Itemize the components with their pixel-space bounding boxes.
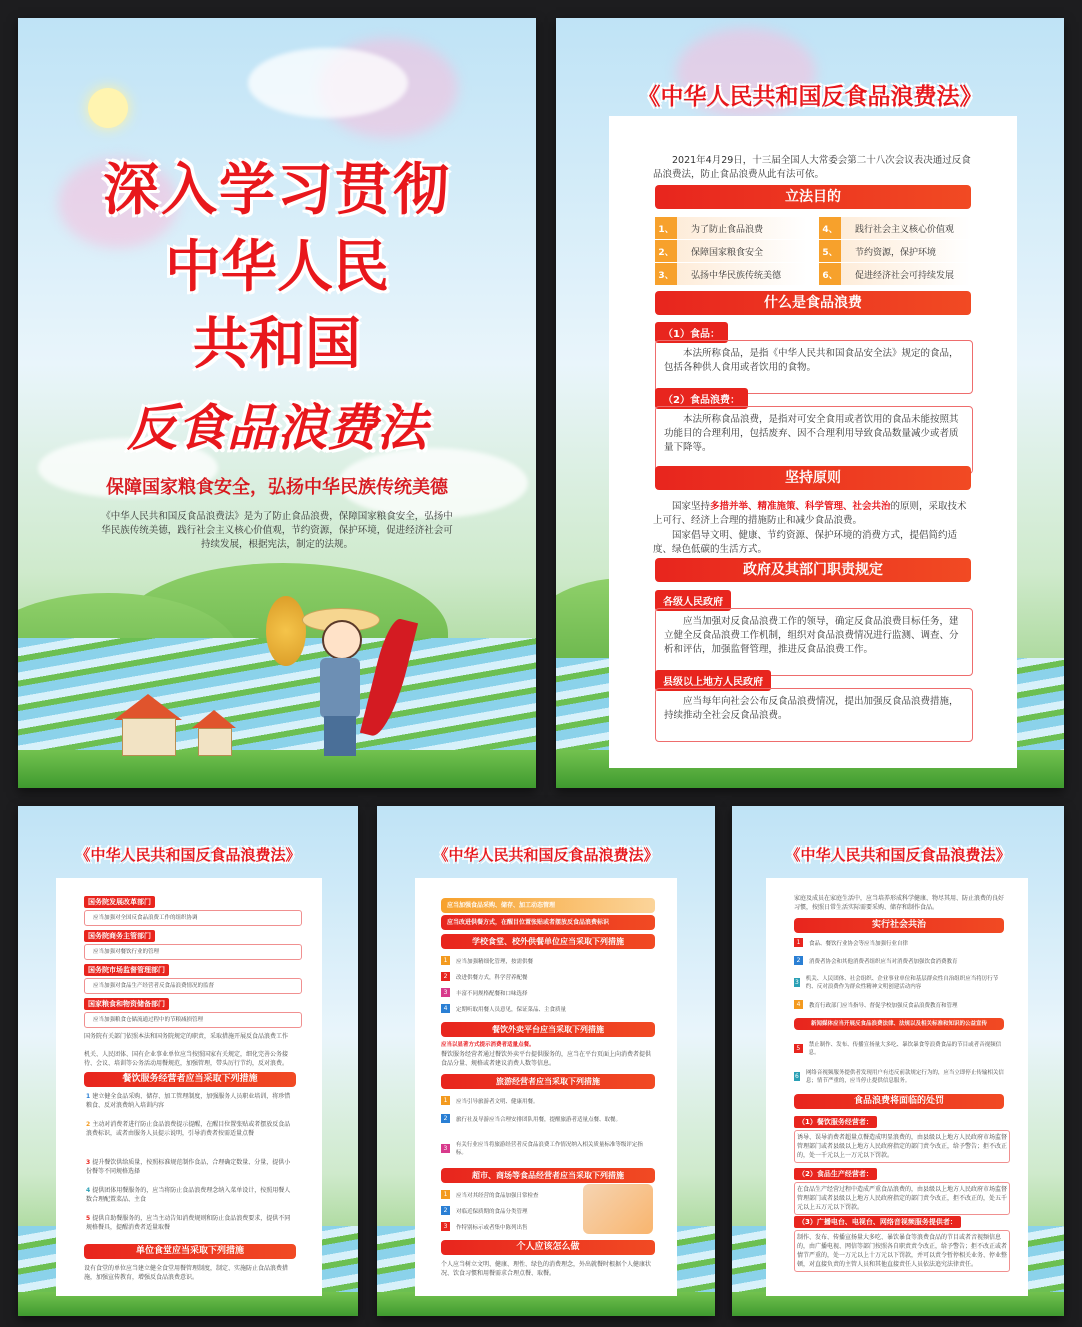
school-item: 4 定期听取用餐人员意见，保证菜品、主食质量: [441, 1004, 566, 1013]
penalty-text: 制作、发布、传播宣扬量大多吃、暴饮暴食等浪费食品的节目或者音视频信息的，由广播电视、网信等部门按照各自职责责令改正，给予警告；拒不改正或者情节严重的，处一万元以上十万元以下罚款，并可以责令暂停相关业务、停业整顿，对直接负责的主管人员和其他直接责任人员依法追究法律责任。: [794, 1230, 1010, 1272]
goal-item: 3、 弘扬中华民族传统美德: [655, 263, 807, 285]
dept-note-2: 机关、人民团体、国有企业事业单位应当按照国家有关规定，细化完善公务接待、会议、培训等公务活动用餐规范，加强管理，带头厉行节约，反对浪费。: [84, 1051, 289, 1067]
dept-label: 国务院商务主管部门: [84, 930, 155, 942]
co-gov-item: 4 教育行政部门应当指导、督促学校加强反食品浪费教育和管理: [794, 1000, 1004, 1009]
school-item: 1 应当加强精细化管理，按需供餐: [441, 956, 533, 965]
grass: [18, 750, 536, 788]
delivery-note: 餐饮服务经营者通过餐饮外卖平台提供服务的，应当在平台页面上向消费者提供食品分量、规格或者建议消费人数等信息。: [441, 1051, 652, 1067]
sun-icon: [88, 88, 128, 128]
section-bar-delivery: 餐饮外卖平台应当采取下列措施: [441, 1022, 655, 1037]
waste-label: （2）食品浪费：: [655, 388, 748, 409]
cover-title-line-4: 反食品浪费法: [127, 398, 427, 457]
section-bar-penalties: 食品浪费将面临的处罚: [794, 1094, 1004, 1109]
penalty-text: 诱导、误导消费者超量点餐造成明显浪费的，由县级以上地方人民政府市场监督管理部门或者县级以上地方人民政府指定的部门责令改正，给予警告；拒不改正的，处一千元以上一万元以下罚款。: [794, 1130, 1010, 1163]
individual-text: 个人应当树立文明、健康、理性、绿色的消费理念，外出就餐时根据个人健康状况、饮食习惯和用餐需求合理点餐、取餐。: [441, 1261, 652, 1277]
lead-paragraph: 2021年4月29日，十三届全国人大常委会第二十八次会议表决通过反食品浪费法，防止食品浪费从此有法可依。: [653, 155, 971, 180]
penalty-label: （1）餐饮服务经营者：: [794, 1116, 877, 1128]
wheat-icon: [266, 596, 306, 666]
house-roof: [114, 694, 182, 720]
principle-paragraph-2: 国家倡导文明、健康、节约资源、保护环境的消费方式，提倡简约适度、绿色低碳的生活方式。: [653, 530, 958, 555]
penalty-text: 在食品生产经营过程中造成严重食品浪费的，由县级以上地方人民政府市场监督管理部门或者县级以上地方人民政府指定的部门责令改正，拒不改正的，处五千元以上五万元以下罚款。: [794, 1182, 1010, 1215]
house: [198, 728, 232, 756]
content-sheet: [56, 878, 322, 1296]
waste-definition: 本法所称食品浪费，是指对可安全食用或者饮用的食品未能按照其功能目的合理利用，包括废弃、因不合理利用导致食品数量减少或者质量下降等。: [655, 406, 973, 474]
catering-item: 4 提供团体用餐服务的，应当将防止食品浪费理念纳入菜单设计，按照用餐人数合理配置菜品、主食: [86, 1187, 291, 1203]
school-item: 2 改进供餐方式，科学营养配餐: [441, 972, 528, 981]
cover-intro: 《中华人民共和国反食品浪费法》是为了防止食品浪费，保障国家粮食安全，弘扬中华民族传统美德，践行社会主义核心价值观，节约资源，保护环境，促进经济社会可持续发展，根据宪法，制定的法规。: [101, 511, 453, 550]
dept-note: 国务院有关部门依照本法和国务院规定的职责，采取措施开展反食品浪费工作: [84, 1033, 289, 1040]
school-item: 3 丰富不同规格配餐和口味选择: [441, 988, 528, 997]
dept-text: 应当加强对餐饮行业的管理: [84, 944, 302, 960]
gov-label: 各级人民政府: [655, 590, 731, 611]
cover-title-line-1: 深入学习贯彻: [103, 158, 451, 223]
co-gov-highlight: 新闻媒体应当开展反食品浪费法律、法规以及相关标准和知识的公益宣传: [794, 1018, 1004, 1030]
cover-title-line-3: 共和国: [193, 312, 361, 377]
tourism-item: 2 旅行社及导游应当合理安排团队用餐，提醒旅游者适量点餐、取餐。: [441, 1114, 651, 1123]
top-line: 应当加强食品采购、储存、加工动态管理: [441, 898, 655, 913]
content-sheet: [609, 116, 1017, 768]
section-bar-individual: 个人应该怎么做: [441, 1240, 655, 1255]
co-gov-item: 2 消费者协会和其他消费者组织应当对消费者加强饮食消费教育: [794, 956, 1004, 965]
dept-text: 应当加强对全国反食品浪费工作的组织协调: [84, 910, 302, 926]
catering-item: 3 提升餐饮供给质量，按照标准规范制作食品，合理确定数量、分量，提供小份餐等不同规格选择: [86, 1159, 291, 1175]
food-definition: 本法所称食品，是指《中华人民共和国食品安全法》规定的食品，包括各种供人食用或者饮用的食物。: [655, 340, 973, 394]
goal-item: 2、 保障国家粮食安全: [655, 240, 807, 262]
section-bar-co-governance: 实行社会共治: [794, 918, 1004, 933]
supermarket-item: 1 应当对其经营的食品加强日常检查: [441, 1190, 539, 1199]
tourism-item: 1 应当引导旅游者文明、健康用餐。: [441, 1096, 539, 1105]
section-bar-what-is-waste: 什么是食品浪费: [655, 291, 971, 315]
poster-title: 《中华人民共和国反食品浪费法》: [433, 846, 659, 864]
poster-title: 《中华人民共和国反食品浪费法》: [637, 84, 983, 110]
goal-item: 1、 为了防止食品浪费: [655, 217, 807, 239]
dept-label: 国务院市场监督管理部门: [84, 964, 169, 976]
goal-item: 5、 节约资源，保护环境: [819, 240, 971, 262]
content-sheet: [415, 878, 677, 1296]
poster-co-governance: [732, 806, 1064, 1316]
supermarket-item: 3 作特别标示或者集中陈列出售: [441, 1222, 528, 1231]
top-line: 应当改进供餐方式，在醒目位置张贴或者摆放反食品浪费标识: [441, 915, 655, 930]
section-bar-supermarket: 超市、商场等食品经营者应当采取下列措施: [441, 1168, 655, 1183]
house-roof: [192, 710, 236, 728]
section-bar-tourism: 旅游经营者应当采取下列措施: [441, 1074, 655, 1089]
county-label: 县级以上地方人民政府: [655, 670, 771, 691]
principle-paragraph: 国家坚持多措并举、精准施策、科学管理、社会共治的原则，采取技术上可行、经济上合理的措施防止和减少食品浪费。: [653, 501, 967, 526]
catering-item: 1 建立健全食品采购、储存、加工管理制度，加强服务人员职业培训，将珍惜粮食、反对浪费纳入培训内容: [86, 1093, 291, 1109]
poster-measures: [377, 806, 715, 1316]
family-lead: 家庭及成员在家庭生活中，应当培养形成科学健康、物尽其用、防止浪费的良好习惯，按照日常生活实际需要采购、储存和制作食品。: [794, 895, 1005, 911]
house: [122, 718, 176, 756]
catering-item: 2 主动对消费者进行防止食品浪费提示提醒，在醒目位置张贴或者摆放反食品浪费标识，或者由服务人员提示说明，引导消费者按需适量点餐: [86, 1121, 291, 1137]
canteen-text: 设有食堂的单位应当建立健全食堂用餐管理制度，制定、实施防止食品浪费措施，加强宣传教育，增强反食品浪费意识。: [84, 1265, 289, 1281]
catering-item: 5 提供自助餐服务的，应当主动告知消费规则和防止食品浪费要求，提供不同规格餐具，提醒消费者适量取餐: [86, 1215, 291, 1231]
co-gov-item: 5 禁止制作、发布、传播宣扬量大多吃、暴饮暴食等浪费食品的节目或者音视频信息。: [794, 1040, 1004, 1056]
poster-law-overview: [556, 18, 1064, 788]
section-bar-principles: 坚持原则: [655, 466, 971, 490]
delivery-red-note: 应当以显著方式提示消费者适量点餐。: [441, 1042, 535, 1048]
section-bar-purpose: 立法目的: [655, 185, 971, 209]
co-gov-item: 1 食品、餐饮行业协会等应当加强行业自律: [794, 938, 1004, 947]
county-text: 应当每年向社会公布反食品浪费情况，提出加强反食品浪费措施，持续推动全社会反食品浪费。: [655, 688, 973, 742]
goal-item: 6、 促进经济社会可持续发展: [819, 263, 971, 285]
section-bar-catering: 餐饮服务经营者应当采取下列措施: [84, 1072, 296, 1087]
co-gov-item: 6 网络音视频服务提供者发现用户有违反前款规定行为的，应当立即停止传输相关信息；情节严重的，应当停止提供信息服务。: [795, 1070, 1004, 1084]
penalty-label: （3）广播电台、电视台、网络音视频服务提供者：: [794, 1216, 961, 1228]
penalty-label: （2）食品生产经营者：: [794, 1168, 877, 1180]
poster-cover: [18, 18, 536, 788]
section-bar-school: 学校食堂、校外供餐单位应当采取下列措施: [441, 934, 655, 949]
poster-title: 《中华人民共和国反食品浪费法》: [75, 846, 301, 864]
gov-text: 应当加强对反食品浪费工作的领导，确定反食品浪费目标任务，建立健全反食品浪费工作机制，组织对食品浪费情况进行监测、调查、分析和评估，加强监督管理，推进反食品浪费工作。: [655, 608, 973, 676]
dept-text: 应当加强粮食仓储流通过程中的节粮减损管理: [84, 1012, 302, 1028]
section-bar-canteen: 单位食堂应当采取下列措施: [84, 1244, 296, 1259]
food-label: （1）食品：: [655, 322, 728, 343]
goal-item: 4、 践行社会主义核心价值观: [819, 217, 971, 239]
poster-departments: [18, 806, 358, 1316]
dept-label: 国务院发展改革部门: [84, 896, 155, 908]
poster-title: 《中华人民共和国反食品浪费法》: [785, 846, 1011, 864]
cover-title-line-2: 中华人民: [165, 235, 389, 300]
co-gov-item: 3 机关、人民团体、社会组织、企业事业单位和基层群众性自治组织应当将厉行节约、反对浪费作为群众性精神文明创建活动内容: [794, 976, 999, 990]
shopping-bags-illustration: [583, 1184, 653, 1234]
tourism-item: 3 有关行业应当将旅游经营者反食品浪费工作情况纳入相关质量标准等级评定指标。: [441, 1140, 651, 1156]
section-bar-government: 政府及其部门职责规定: [655, 558, 971, 582]
content-sheet: [766, 878, 1028, 1296]
dept-label: 国家粮食和物资储备部门: [84, 998, 169, 1010]
dept-text: 应当加强对食品生产经营者反食品浪费情况的监督: [84, 978, 302, 994]
farmer-girl-illustration: [310, 608, 370, 758]
supermarket-item: 2 对临近保质期的食品分类管理: [441, 1206, 528, 1215]
cover-slogan: 保障国家粮食安全，弘扬中华民族传统美德: [106, 477, 448, 498]
cloud: [248, 48, 408, 118]
